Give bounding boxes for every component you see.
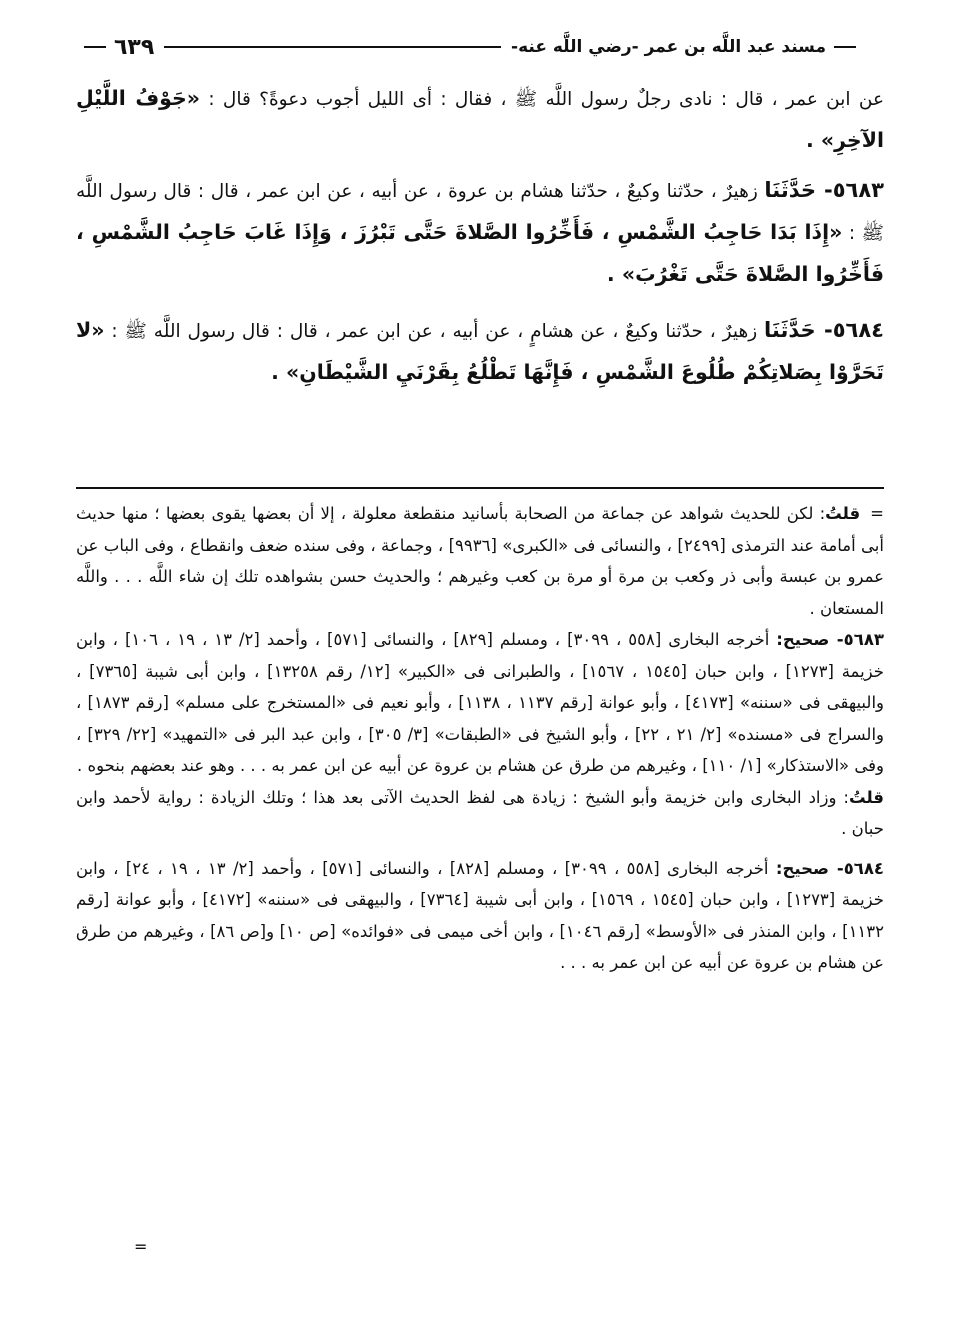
footnote-text: أخرجه البخارى [٥٥٨ ، ٣٠٩٩] ، ومسلم [٨٢٩] ، والنسائى [٥٧١] ، وأحمد [٢/ ١٣ ، ١٩ ، ١٠٦] ، وابن خزيمة [١٢٧٣] ، وابن حبان [١٥٤٥ ، ١٥٦٧] ، والطبرانى فى «الكبير» [١٢/ رقم ١٣٢٥٨] ، وابن أبى شيبة [٧٣٦٥] ، والبيهقى فى «سننه» [٤١٧٣] ، وأبو عوانة [رقم ١١٣٧ ، ١١٣٨] ، وأبو نعيم فى «المستخرج على مسلم» [رقم ١٨٧٣] ، والسراج فى «مسنده» [٢/ ٢١ ، ٢٢] ، وأبو الشيخ فى «الطبقات» [٣/ ٣٠٥] ، وابن عبد البر فى «التمهيد» [٢٢/ ٣٢٩] ، وفى «الاستذكار» [١/ ١١٠] ، وغيرهم من طرق عن هشام بن عروة عن أبيه عن ابن عمر به . . . وهو عند بعضهم بنحوه . [76, 630, 884, 775]
page-number: ٦٣٩ [114, 34, 155, 60]
hadith-5683 [76, 170, 884, 296]
hadith-5684 [76, 310, 884, 394]
footnote-lead: قلتُ [825, 504, 861, 523]
footnote-separator [76, 487, 884, 489]
continuation-mark: = [870, 504, 884, 523]
footnote-text: : وزاد البخارى وابن خزيمة وأبو الشيخ : زيادة هى لفظ الحديث الآتى بعد هذا ؛ وتلك الزيادة : رواية لأحمد وابن حبان . [76, 787, 884, 838]
running-header [84, 34, 856, 60]
footnote-5683-comment [76, 782, 884, 845]
hadith-intro-quote: «جَوْفُ اللَّيْلِ الآخِرِ» . [76, 86, 884, 152]
header-rule [164, 46, 501, 48]
hadith-chain: زهيرٌ ، حدّثنا وكيعٌ ، عن هشامٍ ، عن أبيه ، عن ابن عمر ، قال : قال رسول اللَّه ﷺ : [104, 321, 765, 342]
header-rule-left [84, 46, 106, 48]
header-rule-right [834, 46, 856, 48]
footnote-lead: ٥٦٨٤- صحيح: [775, 858, 884, 878]
footnotes [76, 498, 885, 1256]
hadith-chain: زهيرٌ ، حدّثنا وكيعٌ ، حدّثنا هشام بن عروة ، عن أبيه ، عن ابن عمر ، قال : قال رسول اللَّه ﷺ : [76, 181, 884, 244]
footnote-continuation [76, 498, 884, 624]
footnote-lead: قلتُ [848, 787, 884, 807]
footnote-5684 [76, 853, 884, 979]
hadith-number: ٥٦٨٤- [815, 318, 884, 342]
main-text [76, 78, 884, 408]
hadith-matn: «لا تَحَرَّوْا بِصَلاتِكُمْ طُلُوعَ الشَّمْسِ ، فَإِنَّهَا تَطْلُعُ بِقَرْنَيِ الشَّيْطَانِ» . [76, 318, 884, 384]
footnote-5683 [76, 624, 884, 782]
hadith-chain-verb: حَدَّثَنَا [764, 178, 816, 202]
footnote-text: : لكن للحديث شواهد عن جماعة من الصحابة بأسانيد منقطعة معلولة ، إلا أن بعضها يقوى بعضها ؛ منها حديث أبى أمامة عند الترمذى [٢٤٩٩] ، والنسائى فى «الكبرى» [٩٩٣٦] ، وجماعة ، وفى سنده ضعف وانقطاع ، وفى الباب عن عمرو بن عبسة وأبى ذر وكعب بن مرة أو مرة بن كعب وغيرهم ؛ والحديث حسن بشواهده تلك إن شاء اللَّه . . . واللَّه المستعان . [76, 504, 884, 618]
footnote-lead: ٥٦٨٣- صحيح: [776, 630, 884, 649]
hadith-number: ٥٦٨٣- [815, 178, 884, 202]
hadith-intro-paragraph [76, 78, 884, 162]
hadith-chain-verb: حَدَّثَنَا [764, 318, 816, 342]
hadith-matn: «إِذَا بَدَا حَاجِبُ الشَّمْسِ ، فَأَخِّرُوا الصَّلاةَ حَتَّى تَبْرُزَ ، وَإِذَا غَابَ حَاجِبُ الشَّمْسِ ، فَأَخِّرُوا الصَّلاةَ حَتَّى تَغْرُبَ» . [76, 220, 884, 286]
header-title: مسند عبد اللَّه بن عمر -رضي اللَّه عنه- [511, 37, 826, 57]
hadith-intro-text: عن ابن عمر ، قال : نادى رجلٌ رسول اللَّه ﷺ ، فقال : أى الليل أجوب دعوةً؟ قال : [208, 89, 884, 110]
footnote-text: أخرجه البخارى [٥٥٨ ، ٣٠٩٩] ، ومسلم [٨٢٨] ، والنسائى [٥٧١] ، وأحمد [٢/ ١٣ ، ١٩ ، ٢٤] ، وابن خزيمة [١٢٧٣] ، وابن حبان [١٥٤٥ ، ١٥٦٩] ، وابن أبى شيبة [٧٣٦٤] ، والبيهقى فى «سننه» [٤١٧٢] ، وأبو عوانة [رقم ١١٣٢] ، وابن المنذر فى «الأوسط» [رقم ١٠٤٦] ، وابن أخى ميمى فى «فوائده» [ص ١٠] و[ص ٨٦] ، وغيرهم من طرق عن هشام بن عروة عن أبيه عن ابن عمر به . . . [76, 858, 885, 972]
continuation-mark-end: = [134, 1237, 148, 1256]
